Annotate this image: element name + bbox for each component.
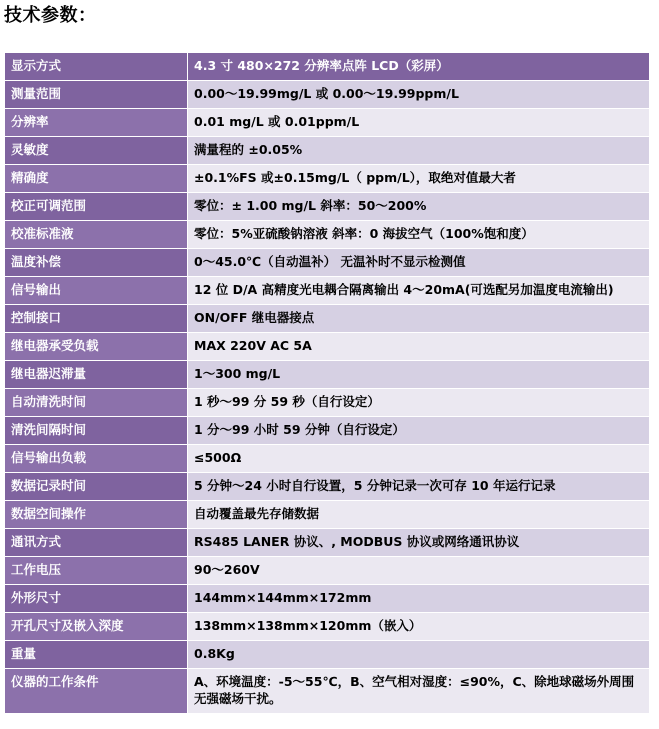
table-row	[5, 361, 650, 389]
spec-value: 自动覆盖最先存储数据	[188, 501, 650, 529]
spec-label: 分辨率	[5, 109, 188, 137]
spec-value: 0.01 mg/L 或 0.01ppm/L	[188, 109, 650, 137]
spec-label: 校正可调范围	[5, 193, 188, 221]
table-row	[5, 417, 650, 445]
spec-value: 1～300 mg/L	[188, 361, 650, 389]
spec-label: 继电器承受负载	[5, 333, 188, 361]
spec-label: 继电器迟滞量	[5, 361, 188, 389]
spec-value: 零位：5%亚硫酸钠溶液 斜率：0 海拔空气（100%饱和度）	[188, 221, 650, 249]
spec-label: 开孔尺寸及嵌入深度	[5, 613, 188, 641]
spec-label: 信号输出负载	[5, 445, 188, 473]
spec-label: 外形尺寸	[5, 585, 188, 613]
spec-label: 灵敏度	[5, 137, 188, 165]
table-row	[5, 389, 650, 417]
spec-label: 自动清洗时间	[5, 389, 188, 417]
table-row	[5, 501, 650, 529]
table-row	[5, 445, 650, 473]
spec-value: ≤500Ω	[188, 445, 650, 473]
spec-value: 0～45.0℃（自动温补） 无温补时不显示检测值	[188, 249, 650, 277]
page-title: 技术参数：	[4, 5, 97, 26]
spec-label: 显示方式	[5, 53, 188, 81]
spec-label: 数据空间操作	[5, 501, 188, 529]
spec-label: 仪器的工作条件	[5, 669, 188, 714]
spec-label: 通讯方式	[5, 529, 188, 557]
table-row	[5, 613, 650, 641]
table-row	[5, 81, 650, 109]
spec-value: 0.00～19.99mg/L 或 0.00～19.99ppm/L	[188, 81, 650, 109]
spec-label: 测量范围	[5, 81, 188, 109]
spec-value: A、环境温度：-5～55℃，B、空气相对湿度：≤90%，C、除地球磁场外周围无强磁场干扰。	[188, 669, 650, 714]
table-row	[5, 529, 650, 557]
spec-label: 控制接口	[5, 305, 188, 333]
specifications-table	[4, 52, 650, 714]
spec-value: 4.3 寸 480×272 分辨率点阵 LCD（彩屏）	[188, 53, 650, 81]
table-row	[5, 333, 650, 361]
spec-value: 90～260V	[188, 557, 650, 585]
table-row	[5, 473, 650, 501]
table-row	[5, 641, 650, 669]
spec-label: 信号输出	[5, 277, 188, 305]
table-row	[5, 669, 650, 714]
spec-value: 138mm×138mm×120mm（嵌入）	[188, 613, 650, 641]
table-row	[5, 249, 650, 277]
table-row	[5, 137, 650, 165]
table-row	[5, 305, 650, 333]
table-row	[5, 585, 650, 613]
spec-value: 零位：± 1.00 mg/L 斜率：50～200%	[188, 193, 650, 221]
spec-label: 校准标准液	[5, 221, 188, 249]
spec-value: 满量程的 ±0.05%	[188, 137, 650, 165]
spec-label: 温度补偿	[5, 249, 188, 277]
spec-value: 5 分钟～24 小时自行设置，5 分钟记录一次可存 10 年运行记录	[188, 473, 650, 501]
table-row	[5, 193, 650, 221]
table-row	[5, 53, 650, 81]
spec-value: 0.8Kg	[188, 641, 650, 669]
table-row	[5, 109, 650, 137]
table-row	[5, 557, 650, 585]
spec-value: 1 秒～99 分 59 秒（自行设定）	[188, 389, 650, 417]
table-row	[5, 165, 650, 193]
table-row	[5, 277, 650, 305]
spec-value: 1 分～99 小时 59 分钟（自行设定）	[188, 417, 650, 445]
spec-value: ±0.1%FS 或±0.15mg/L（ ppm/L），取绝对值最大者	[188, 165, 650, 193]
spec-value: RS485 LANER 协议、, MODBUS 协议或网络通讯协议	[188, 529, 650, 557]
spec-value: MAX 220V AC 5A	[188, 333, 650, 361]
table-row	[5, 221, 650, 249]
spec-value: 12 位 D/A 高精度光电耦合隔离输出 4～20mA(可选配另加温度电流输出)	[188, 277, 650, 305]
spec-value: ON/OFF 继电器接点	[188, 305, 650, 333]
spec-label: 清洗间隔时间	[5, 417, 188, 445]
spec-label: 重量	[5, 641, 188, 669]
spec-value: 144mm×144mm×172mm	[188, 585, 650, 613]
spec-label: 工作电压	[5, 557, 188, 585]
spec-label: 精确度	[5, 165, 188, 193]
spec-label: 数据记录时间	[5, 473, 188, 501]
